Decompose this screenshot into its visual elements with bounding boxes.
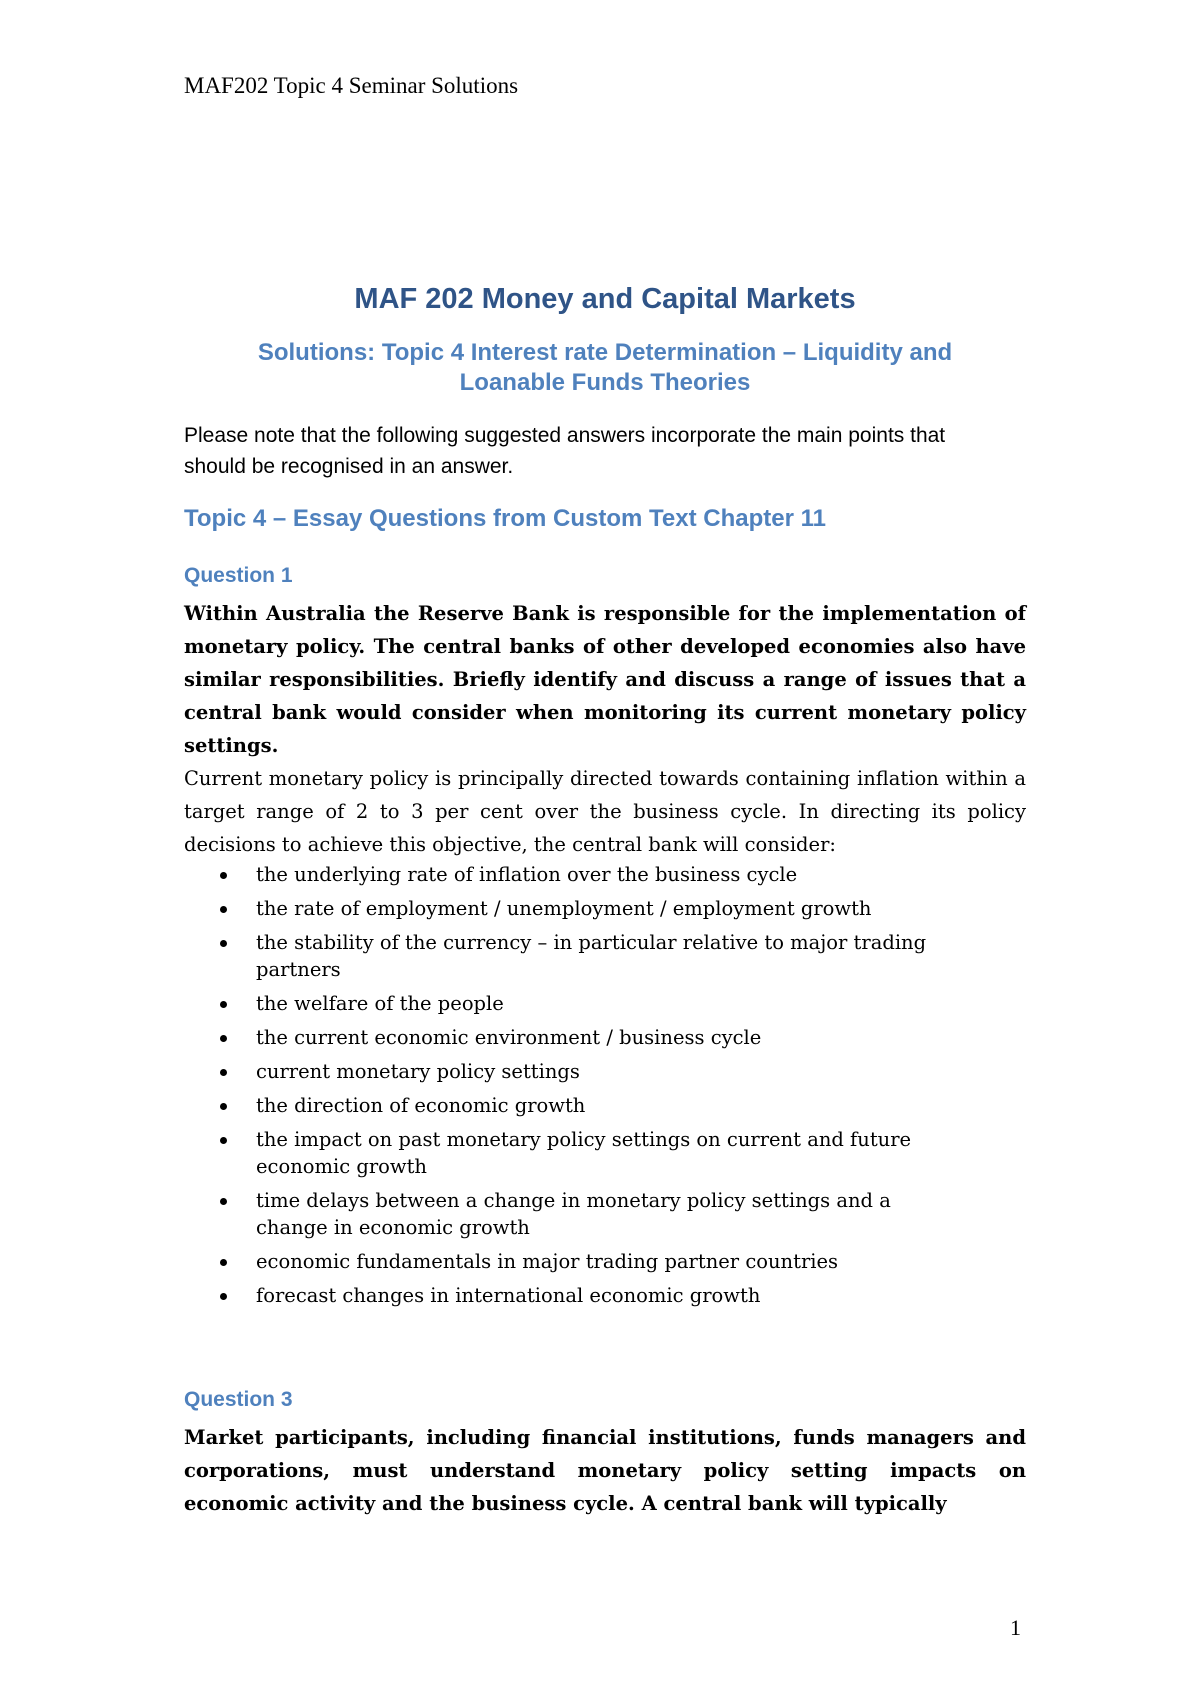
page-header: MAF202 Topic 4 Seminar Solutions bbox=[184, 73, 519, 98]
bullet-item bbox=[184, 990, 1026, 1017]
bullet-text: time delays between a change in monetary policy settings and a change in economic growth bbox=[256, 1189, 891, 1239]
bullet-item bbox=[184, 1187, 1026, 1241]
question-1-block bbox=[184, 561, 1026, 1309]
bullet-icon bbox=[220, 1293, 227, 1300]
question-1-answer-intro: Current monetary policy is principally directed towards containing inflation within a target range of 2 to 3 per cent over the business cycle. In directing its policy decisions to achieve this objective, the central bank will consider: bbox=[184, 767, 1026, 856]
question-3-heading: Question 3 bbox=[184, 1388, 293, 1411]
bullet-text: the welfare of the people bbox=[256, 992, 504, 1015]
bullet-icon bbox=[220, 1137, 227, 1144]
document-title: MAF 202 Money and Capital Markets bbox=[354, 283, 856, 315]
bullet-item bbox=[184, 861, 1026, 888]
document-subtitle: Solutions: Topic 4 Interest rate Determination – Liquidity and Loanable Funds Theories bbox=[257, 339, 953, 396]
bullet-item bbox=[184, 1024, 1026, 1051]
bullet-item bbox=[184, 1092, 1026, 1119]
bullet-item bbox=[184, 895, 1026, 922]
question-1-bullet-list bbox=[184, 861, 1026, 1309]
bullet-text: the direction of economic growth bbox=[256, 1094, 586, 1117]
bullet-text: the current economic environment / business cycle bbox=[256, 1026, 762, 1049]
document-body bbox=[184, 280, 1026, 1520]
bullet-icon bbox=[220, 872, 227, 879]
bullet-icon bbox=[220, 1069, 227, 1076]
bullet-item bbox=[184, 1282, 1026, 1309]
bullet-text: economic fundamentals in major trading partner countries bbox=[256, 1250, 839, 1273]
bullet-item bbox=[184, 1058, 1026, 1085]
bullet-icon bbox=[220, 1103, 227, 1110]
bullet-icon bbox=[220, 1259, 227, 1266]
bullet-text: the stability of the currency – in particular relative to major trading partners bbox=[256, 931, 927, 981]
bullet-item bbox=[184, 1248, 1026, 1275]
section-heading: Topic 4 – Essay Questions from Custom Text Chapter 11 bbox=[184, 505, 826, 532]
page-number: 1 bbox=[1010, 1615, 1021, 1640]
bullet-icon bbox=[220, 1001, 227, 1008]
bullet-text: the impact on past monetary policy settings on current and future economic growth bbox=[256, 1128, 912, 1178]
question-3-text: Market participants, including financial institutions, funds managers and corporations, must understand monetary policy setting impacts on economic activity and the business cycle. A central bank will typically bbox=[184, 1426, 1026, 1515]
bullet-text: the underlying rate of inflation over the business cycle bbox=[256, 863, 798, 886]
bullet-icon bbox=[220, 1035, 227, 1042]
question-1-text: Within Australia the Reserve Bank is responsible for the implementation of monetary policy. The central banks of other developed economies also have similar responsibilities. Briefly identify and discuss a range of issues that a central bank would consider when monitoring its current monetary policy settings. bbox=[184, 602, 1026, 757]
question-1-heading: Question 1 bbox=[184, 564, 293, 587]
bullet-text: current monetary policy settings bbox=[256, 1060, 580, 1083]
bullet-icon bbox=[220, 906, 227, 913]
intro-note: Please note that the following suggested answers incorporate the main points that should be recognised in an answer. bbox=[184, 424, 946, 478]
bullet-text: the rate of employment / unemployment / employment growth bbox=[256, 897, 872, 920]
bullet-icon bbox=[220, 940, 227, 947]
bullet-item bbox=[184, 929, 1026, 983]
bullet-text: forecast changes in international economic growth bbox=[256, 1284, 761, 1307]
question-3-block bbox=[184, 1385, 1026, 1520]
bullet-icon bbox=[220, 1198, 227, 1205]
bullet-item bbox=[184, 1126, 1026, 1180]
